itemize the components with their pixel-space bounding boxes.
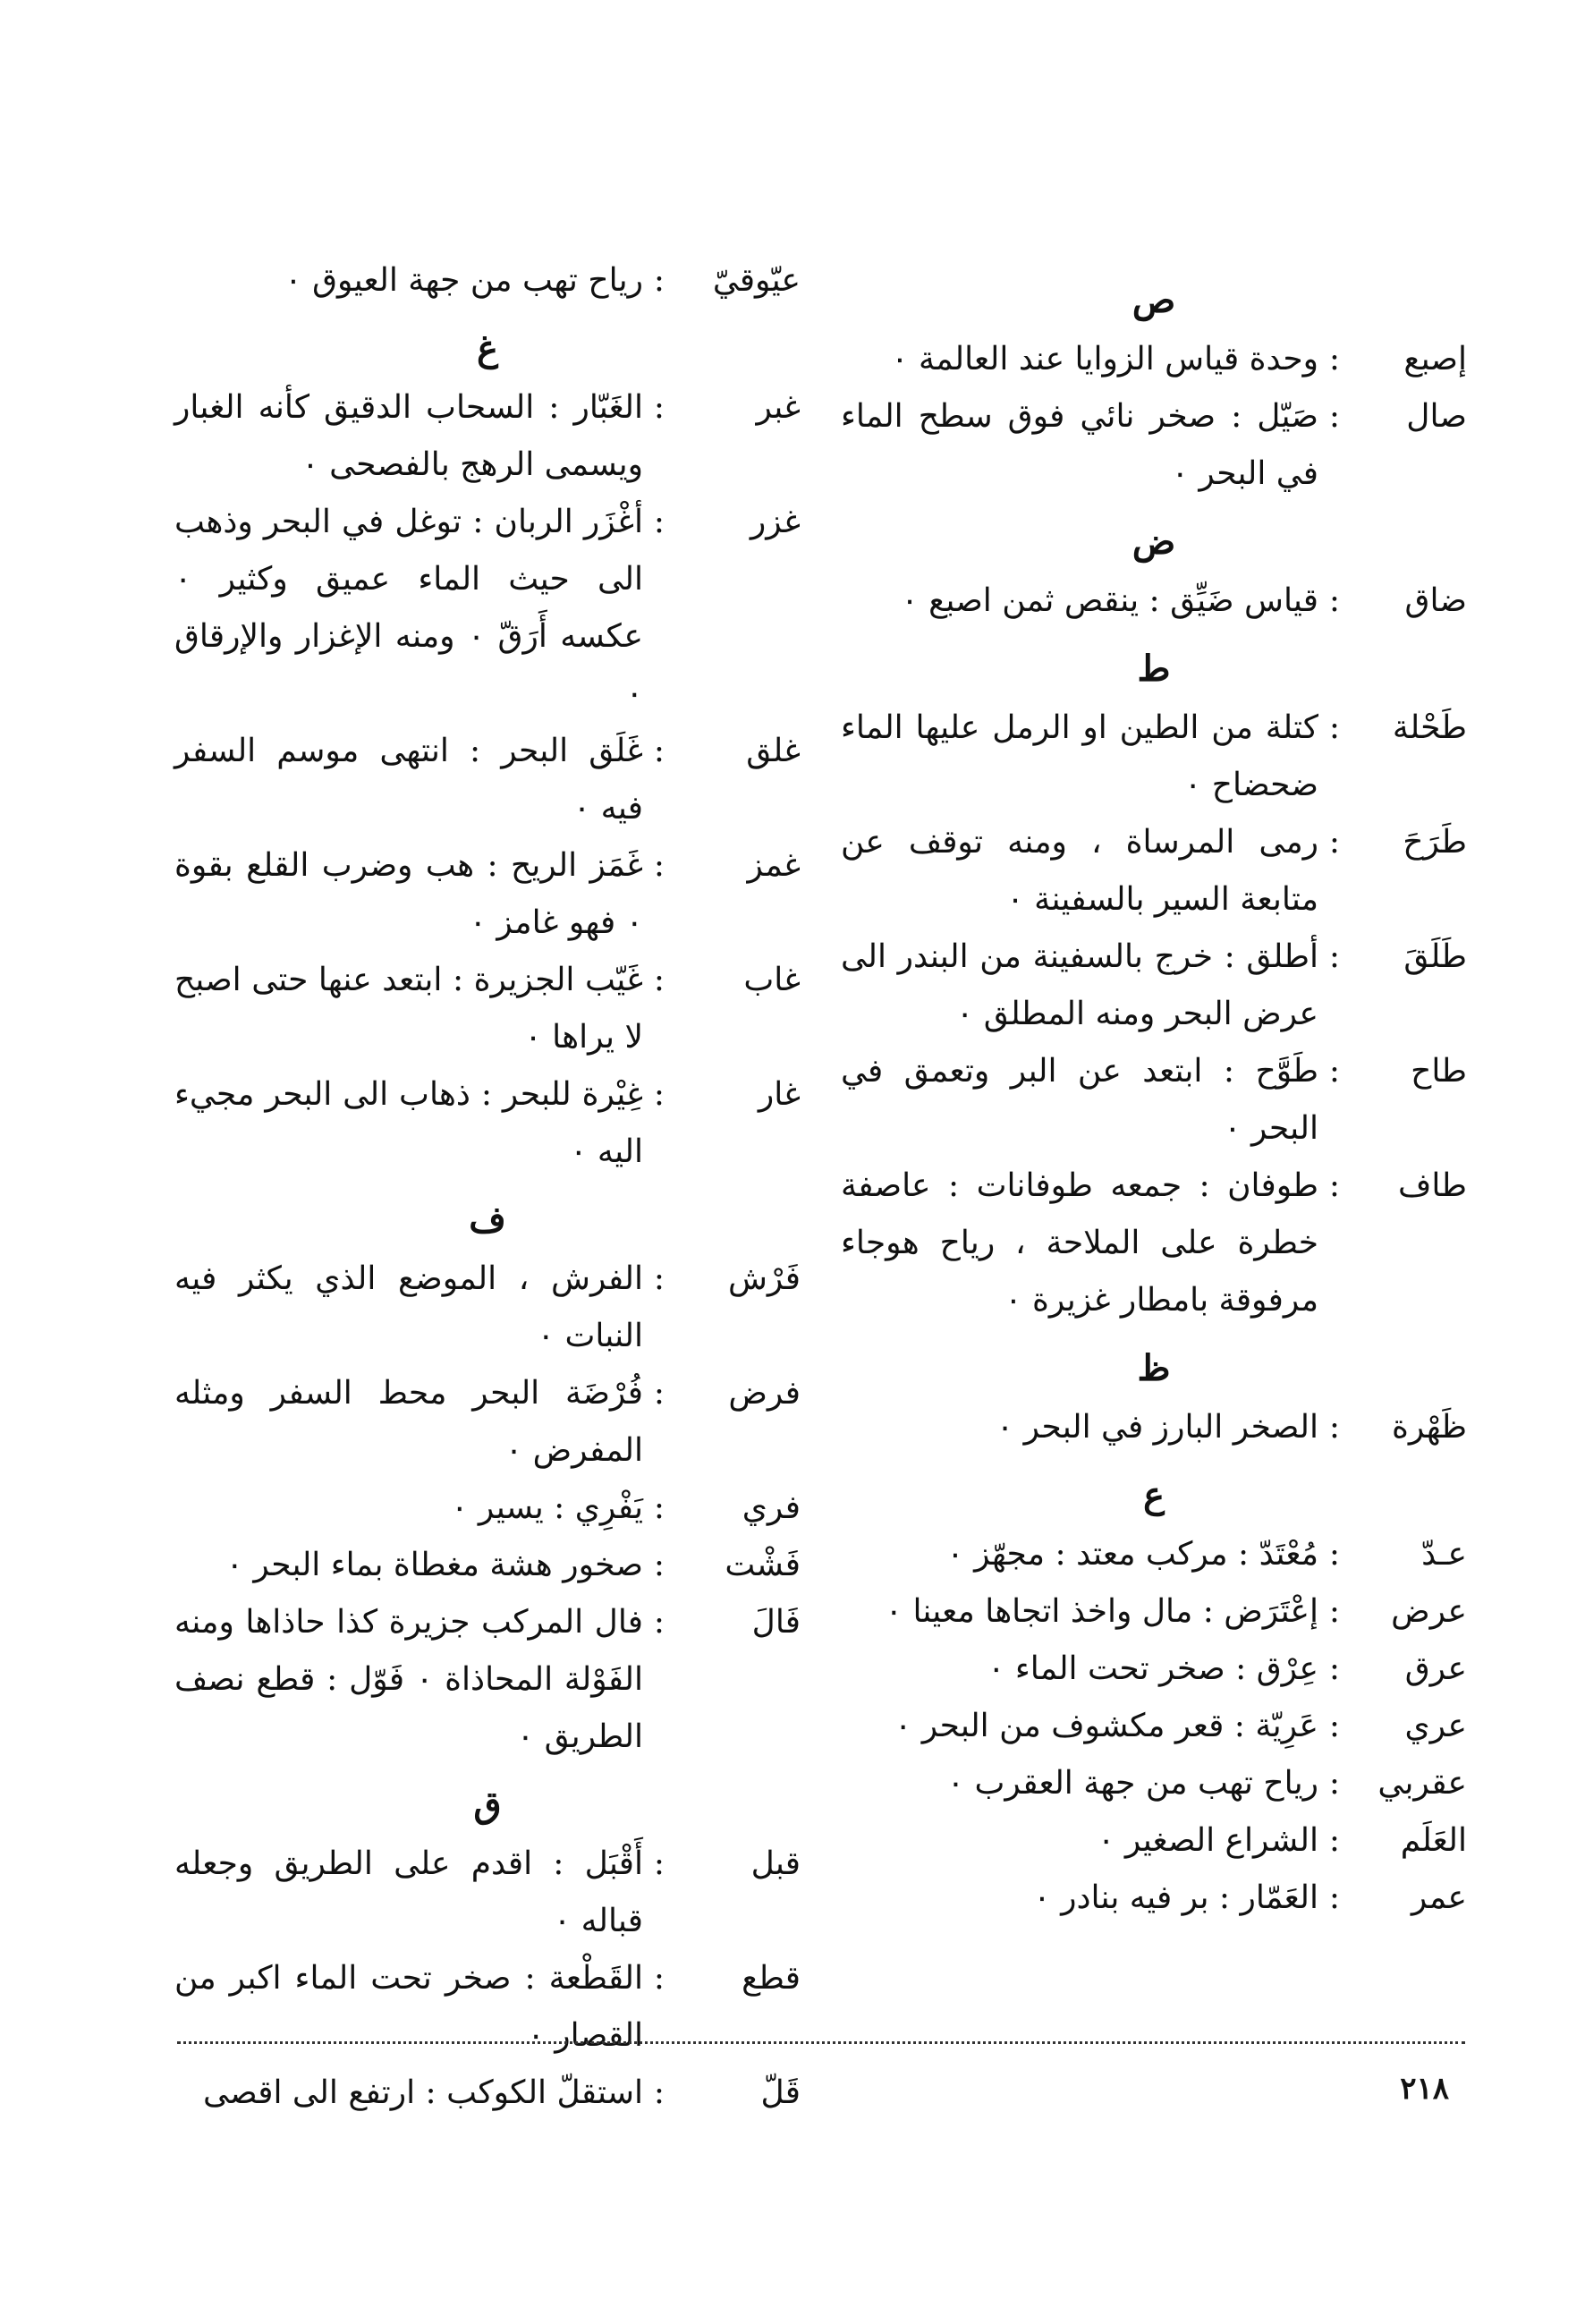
entry-term: غلق bbox=[746, 733, 801, 769]
entry-term: غمز bbox=[747, 847, 801, 884]
entry-term: صال bbox=[1406, 398, 1467, 435]
dictionary-entry bbox=[841, 1641, 1467, 1698]
dictionary-entry bbox=[174, 837, 801, 952]
entry-definition: عِرْق : صخر تحت الماء ٠ bbox=[987, 1650, 1318, 1687]
entry-definition: القَطْعة : صخر تحت الماء اكبر من القصار ٠ bbox=[174, 1960, 643, 2054]
entry-definition: رياح تهب من جهة العيوق ٠ bbox=[284, 262, 643, 299]
entry-definition: يَفْرِي : يسير ٠ bbox=[451, 1489, 643, 1526]
dictionary-entry bbox=[174, 1066, 801, 1181]
dictionary-entry bbox=[841, 1399, 1467, 1456]
entry-separator: : bbox=[653, 962, 665, 998]
dictionary-entry bbox=[841, 929, 1467, 1043]
dictionary-entry bbox=[841, 1870, 1467, 1927]
entry-definition: رمى المرساة ، ومنه توقف عن متابعة السير بالسفينة ٠ bbox=[841, 824, 1318, 918]
entry-separator: : bbox=[653, 2074, 665, 2111]
entry-term: قَلّ bbox=[760, 2074, 801, 2111]
entry-definition: طَوَّح : ابتعد عن البر وتعمق في البحر ٠ bbox=[841, 1053, 1318, 1147]
entry-term: فَشْت bbox=[725, 1547, 801, 1583]
entry-definition: الصخر البارز في البحر ٠ bbox=[996, 1409, 1318, 1446]
entry-term: غاب bbox=[743, 962, 801, 998]
entry-separator: : bbox=[653, 733, 665, 769]
dictionary-entry bbox=[841, 1043, 1467, 1158]
section-letter: ف bbox=[469, 1199, 506, 1241]
entry-separator: : bbox=[1328, 1536, 1341, 1573]
entry-separator: : bbox=[1328, 1765, 1341, 1802]
entry-definition: أغْزَر الربان : توغل في البحر وذهب الى حيث الماء عميق وكثير ٠ عكسه أَرَقّ ٠ ومنه الإغزار والإرقاق ٠ bbox=[174, 504, 643, 712]
entry-term: طَحْلة bbox=[1392, 709, 1467, 746]
entry-term: ظَهْرة bbox=[1392, 1409, 1467, 1446]
entry-term: عقربي bbox=[1377, 1765, 1467, 1802]
entry-definition: مُعْتَدّ : مركب معتد : مجهّز ٠ bbox=[946, 1536, 1318, 1573]
entry-definition: وحدة قياس الزوايا عند العالمة ٠ bbox=[891, 341, 1318, 377]
entry-separator: : bbox=[653, 504, 665, 540]
dictionary-entry bbox=[841, 1583, 1467, 1641]
entry-term: فَالَ bbox=[751, 1604, 801, 1641]
entry-separator: : bbox=[1328, 341, 1341, 377]
entry-definition: غَلَق البحر : انتهى موسم السفر فيه ٠ bbox=[174, 733, 643, 827]
entry-definition: أطلق : خرج بالسفينة من البندر الى عرض البحر ومنه المطلق ٠ bbox=[841, 938, 1318, 1032]
dictionary-entry bbox=[174, 252, 801, 310]
dictionary-entry bbox=[841, 1526, 1467, 1583]
entry-definition: عَرِيّة : قعر مكشوف من البحر ٠ bbox=[894, 1708, 1318, 1744]
entry-definition: فال المركب جزيرة كذا حاذاها ومنه الفَوْلة المحاذاة ٠ فَوّل : قطع نصف الطريق ٠ bbox=[174, 1604, 643, 1755]
dictionary-entry bbox=[174, 1480, 801, 1537]
right-column bbox=[841, 261, 1467, 1927]
entry-separator: : bbox=[653, 389, 665, 426]
footer-dotted-rule bbox=[177, 2041, 1465, 2044]
entry-definition: قياس ضَيِّق : ينقص ثمن اصبع ٠ bbox=[901, 582, 1318, 619]
entry-definition: العَمّار : بر فيه بنادر ٠ bbox=[1033, 1879, 1318, 1916]
entry-term: غبر bbox=[756, 389, 801, 426]
entry-separator: : bbox=[653, 1547, 665, 1583]
dictionary-entry bbox=[174, 494, 801, 723]
entry-term: عري bbox=[1404, 1708, 1467, 1744]
dictionary-entry bbox=[174, 2065, 801, 2122]
entry-definition: الغَبّار : السحاب الدقيق كأنه الغبار ويسمى الرهج بالفصحى ٠ bbox=[174, 389, 643, 483]
entry-separator: : bbox=[1328, 938, 1341, 975]
entry-separator: : bbox=[653, 1845, 665, 1882]
left-column bbox=[174, 252, 801, 2122]
entry-separator: : bbox=[1328, 1167, 1341, 1204]
entry-separator: : bbox=[1328, 824, 1341, 861]
entry-separator: : bbox=[653, 262, 665, 299]
entry-separator: : bbox=[653, 1260, 665, 1297]
page-number: ٢١٨ bbox=[1400, 2071, 1449, 2107]
entry-term: طَرَحَ bbox=[1403, 824, 1467, 861]
entry-term: عرض bbox=[1391, 1593, 1467, 1630]
dictionary-entry bbox=[174, 952, 801, 1066]
section-letter: غ bbox=[477, 327, 498, 369]
entry-separator: : bbox=[653, 1604, 665, 1641]
dictionary-entry bbox=[174, 1251, 801, 1365]
entry-separator: : bbox=[1328, 1650, 1341, 1687]
entry-term: قبل bbox=[750, 1845, 801, 1882]
entry-separator: : bbox=[1328, 709, 1341, 746]
entry-separator: : bbox=[653, 1960, 665, 1997]
section-letter: ظ bbox=[1137, 1347, 1171, 1389]
entry-term: غار bbox=[758, 1076, 801, 1113]
entry-definition: غِيْرة للبحر : ذهاب الى البحر مجيء اليه ٠ bbox=[174, 1076, 643, 1170]
section-letter: ص bbox=[1132, 279, 1176, 321]
entry-term: فرض bbox=[728, 1375, 801, 1412]
entry-term: غزر bbox=[750, 504, 801, 540]
entry-definition: استقلّ الكوكب : ارتفع الى اقصى bbox=[203, 2074, 643, 2111]
entry-separator: : bbox=[1328, 398, 1341, 435]
entry-term: ضاق bbox=[1404, 582, 1467, 619]
entry-definition: الفرش ، الموضع الذي يكثر فيه النبات ٠ bbox=[174, 1260, 643, 1354]
dictionary-entry bbox=[841, 1755, 1467, 1812]
entry-term: العَلَم bbox=[1400, 1822, 1467, 1859]
entry-definition: فُرْضَة البحر محط السفر ومثله المفرض ٠ bbox=[174, 1375, 643, 1469]
entry-definition: الشراع الصغير ٠ bbox=[1098, 1822, 1318, 1859]
entry-definition: رياح تهب من جهة العقرب ٠ bbox=[946, 1765, 1318, 1802]
entry-term: عيّوقيّ bbox=[712, 262, 801, 299]
entry-definition: طوفان : جمعه طوفانات : عاصفة خطرة على الملاحة ، رياح هوجاء مرفوقة بامطار غزيرة ٠ bbox=[841, 1167, 1318, 1319]
entry-term: فري bbox=[742, 1489, 801, 1526]
entry-term: عـدّ bbox=[1421, 1536, 1467, 1573]
entry-term: طاف bbox=[1398, 1167, 1467, 1204]
entry-separator: : bbox=[653, 847, 665, 884]
entry-separator: : bbox=[1328, 1822, 1341, 1859]
dictionary-entry bbox=[174, 1537, 801, 1594]
entry-separator: : bbox=[653, 1076, 665, 1113]
entry-term: عرق bbox=[1404, 1650, 1467, 1687]
entry-definition: صَيّل : صخر نائي فوق سطح الماء في البحر ٠ bbox=[841, 398, 1318, 492]
entry-definition: غَمَز الريح : هب وضرب القلع بقوة ٠ فهو غامز ٠ bbox=[174, 847, 643, 941]
entry-definition: كتلة من الطين او الرمل عليها الماء ضحضاح ٠ bbox=[841, 709, 1318, 803]
section-letter: ق bbox=[473, 1784, 502, 1826]
dictionary-entry bbox=[841, 814, 1467, 929]
dictionary-entry bbox=[841, 331, 1467, 388]
entry-separator: : bbox=[653, 1375, 665, 1412]
entry-term: قطع bbox=[742, 1960, 801, 1997]
entry-term: طاح bbox=[1411, 1053, 1467, 1090]
dictionary-entry bbox=[174, 1950, 801, 2065]
dictionary-entry bbox=[841, 1698, 1467, 1755]
entry-term: عمر bbox=[1411, 1879, 1467, 1916]
entry-term: إصبع bbox=[1403, 341, 1467, 377]
dictionary-entry bbox=[841, 1158, 1467, 1329]
dictionary-entry bbox=[174, 379, 801, 494]
entry-definition: إعْتَرَض : مال واخذ اتجاها معينا ٠ bbox=[885, 1593, 1318, 1630]
entry-separator: : bbox=[1328, 582, 1341, 619]
dictionary-entry bbox=[174, 723, 801, 837]
entry-definition: غَيّب الجزيرة : ابتعد عنها حتى اصبح لا يراها ٠ bbox=[174, 962, 643, 1056]
section-letter: ض bbox=[1132, 521, 1176, 563]
entry-definition: صخور هشة مغطاة بماء البحر ٠ bbox=[225, 1547, 643, 1583]
entry-separator: : bbox=[1328, 1879, 1341, 1916]
dictionary-entry bbox=[174, 1836, 801, 1950]
entry-term: طَلَقَ bbox=[1403, 938, 1467, 975]
entry-separator: : bbox=[1328, 1708, 1341, 1744]
dictionary-entry bbox=[841, 1812, 1467, 1870]
dictionary-entry bbox=[174, 1365, 801, 1480]
entry-separator: : bbox=[1328, 1053, 1341, 1090]
dictionary-entry bbox=[841, 573, 1467, 630]
dictionary-entry bbox=[841, 388, 1467, 503]
entry-term: فَرْش bbox=[727, 1260, 801, 1297]
entry-definition: أَقْبَل : اقدم على الطريق وجعله قباله ٠ bbox=[174, 1845, 643, 1939]
entry-separator: : bbox=[653, 1489, 665, 1526]
section-letter: ط bbox=[1137, 648, 1171, 690]
entry-separator: : bbox=[1328, 1409, 1341, 1446]
dictionary-entry bbox=[841, 700, 1467, 814]
section-letter: ع bbox=[1143, 1474, 1165, 1516]
dictionary-entry bbox=[174, 1594, 801, 1766]
entry-separator: : bbox=[1328, 1593, 1341, 1630]
